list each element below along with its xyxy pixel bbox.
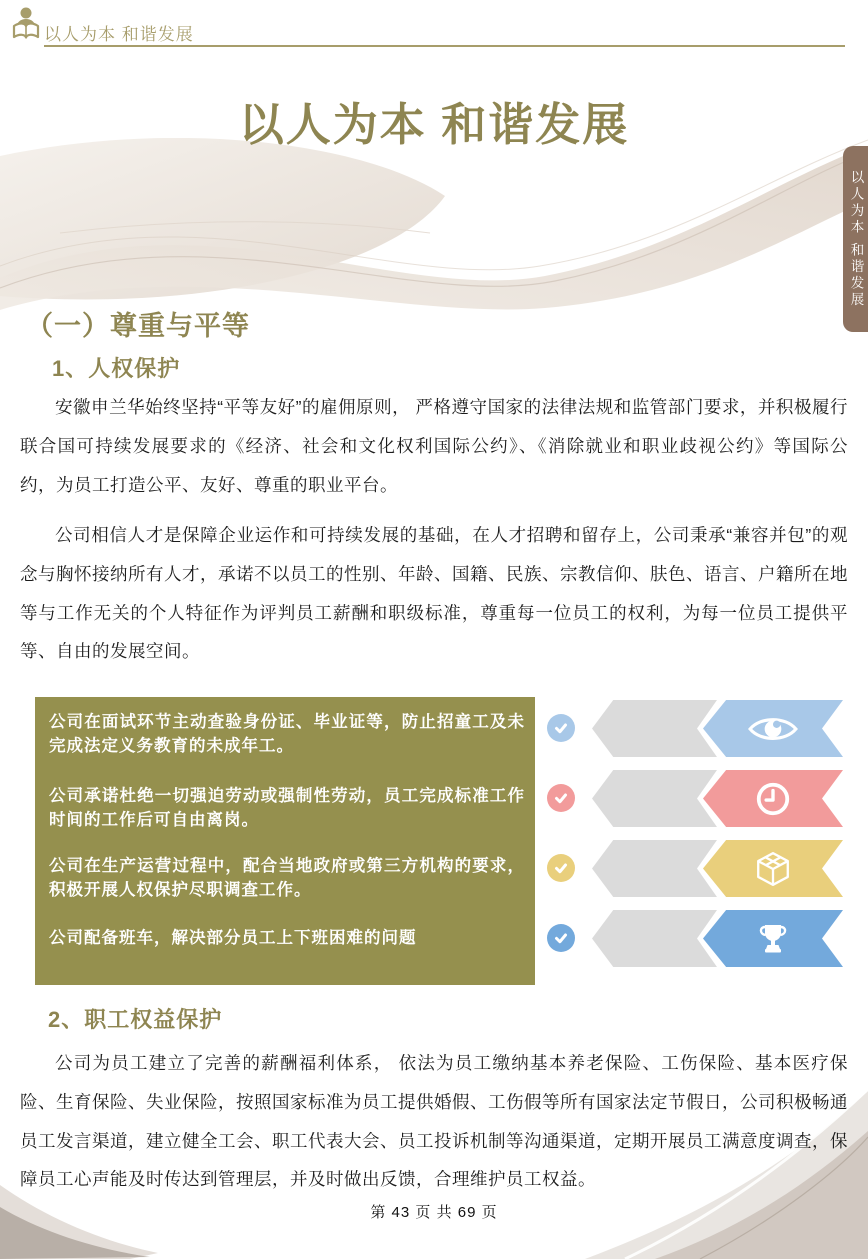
- header-divider: [44, 45, 845, 47]
- side-tab-label: 以人为本 和谐发展: [848, 169, 864, 309]
- page-title: 以人为本 和谐发展: [238, 99, 630, 150]
- gray-chevron-band: [592, 840, 717, 897]
- eye-icon: [703, 700, 843, 757]
- person-book-icon: [12, 6, 40, 42]
- section-heading: （一）尊重与平等: [26, 311, 250, 341]
- gray-chevron-band: [592, 770, 717, 827]
- subsection-heading-human-rights: 1、人权保护: [52, 356, 181, 381]
- clock-icon: [703, 770, 843, 827]
- highlight-item: 公司配备班车，解决部分员工上下班困难的问题: [49, 929, 417, 947]
- human-rights-highlight-box: [35, 697, 535, 985]
- highlight-item: 公司在生产运营过程中，配合当地政府或第三方机构的要求，积极开展人权保护尽职调查工作。: [49, 857, 525, 899]
- subsection-heading-employee-rights: 2、职工权益保护: [48, 1007, 223, 1032]
- graphic-row: [535, 770, 855, 827]
- paragraph-human-rights-2: 公司相信人才是保障企业运作和可持续发展的基础，在人才招聘和留存上，公司秉承“兼容并包”的观念与胸怀接纳所有人才，承诺不以员工的性别、年龄、国籍、民族、宗教信仰、肤色、语言、户籍所在地等与工作无关的个人特征作为评判员工薪酬和职级标准，尊重每一位员工的权利，为每一位员工提供平等、自由的发展空间。: [20, 525, 848, 662]
- check-icon: [547, 784, 575, 812]
- graphic-row: [535, 910, 855, 967]
- gray-chevron-band: [592, 700, 717, 757]
- page-number-indicator: 第 43 页 共 69 页: [370, 1204, 498, 1221]
- header-chapter-label: 以人为本 和谐发展: [44, 25, 194, 44]
- check-icon: [547, 924, 575, 952]
- highlight-item: 公司在面试环节主动查验身份证、毕业证等，防止招童工及未完成法定义务教育的未成年工。: [49, 713, 525, 755]
- check-icon: [547, 854, 575, 882]
- side-tab-chapter[interactable]: [843, 146, 868, 332]
- paragraph-employee-rights: 公司为员工建立了完善的薪酬福利体系， 依法为员工缴纳基本养老保险、工伤保险、基本医疗保险、生育保险、失业保险，按照国家标准为员工提供婚假、工伤假等所有国家法定节假日，公司积极畅通员工发言渠道，建立健全工会、职工代表大会、员工投诉机制等沟通渠道，定期开展员工满意度调查，保障员工心声能及时传达到管理层，并及时做出反馈，合理维护员工权益。: [20, 1053, 848, 1190]
- cube-icon: [703, 840, 843, 897]
- check-icon: [547, 714, 575, 742]
- highlight-item: 公司承诺杜绝一切强迫劳动或强制性劳动，员工完成标准工作时间的工作后可自由离岗。: [49, 787, 525, 829]
- graphic-row: [535, 840, 855, 897]
- gray-chevron-band: [592, 910, 717, 967]
- top-wave-decoration: [0, 138, 868, 320]
- paragraph-human-rights-1: 安徽申兰华始终坚持“平等友好”的雇佣原则， 严格遵守国家的法律法规和监管部门要求，并积极履行联合国可持续发展要求的《经济、社会和文化权利国际公约》、《消除就业和职业歧视公约》等国际公约，为员工打造公平、友好、尊重的职业平台。: [20, 397, 848, 495]
- trophy-icon: [703, 910, 843, 967]
- graphic-row: [535, 700, 855, 757]
